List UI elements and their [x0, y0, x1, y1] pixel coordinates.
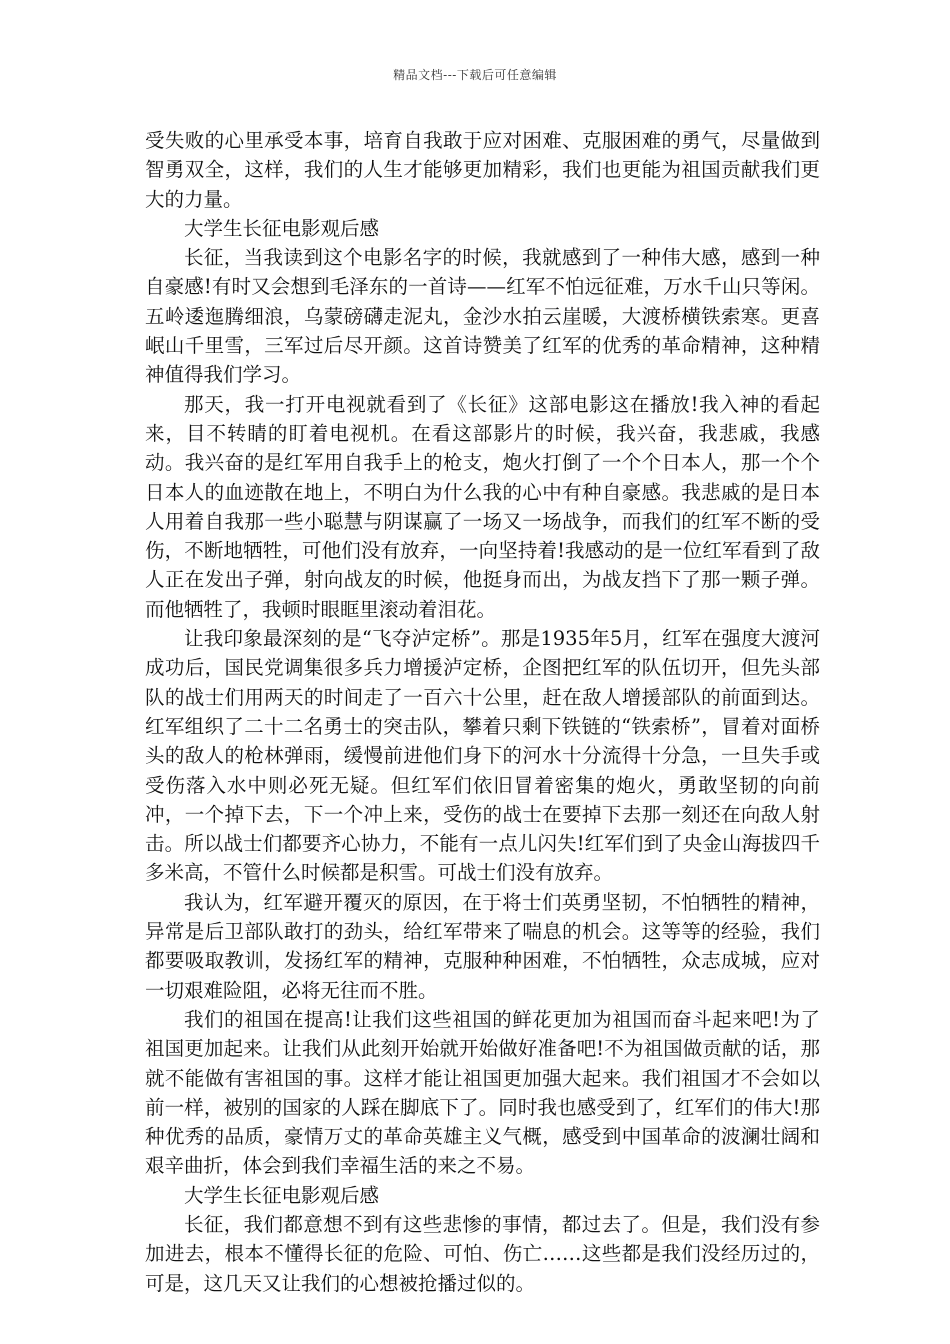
document-body	[145, 126, 820, 1298]
page-header: 精品文档---下载后可任意编辑	[393, 68, 557, 82]
paragraph: 我们的祖国在提高!让我们这些祖国的鲜花更加为祖国而奋斗起来吧!为了祖国更加起来。让我们从此刻开始就开始做好准备吧!不为祖国做贡献的话，那就不能做有害祖国的事。这样才能让祖国更加强大起来。我们祖国才不会如以前一样，被别的国家的人踩在脚底下了。同时我也感受到了，红军们的伟大!那种优秀的品质，豪情万丈的革命英雄主义气概，感受到中国革命的波澜壮阔和艰辛曲折，体会到我们幸福生活的来之不易。	[145, 1007, 820, 1178]
paragraph: 那天，我一打开电视就看到了《长征》这部电影这在播放!我入神的看起来，目不转睛的盯着电视机。在看这部影片的时候，我兴奋，我悲戚，我感动。我兴奋的是红军用自我手上的枪支，炮火打倒了一个个日本人，那一个个日本人的血迹散在地上，不明白为什么我的心中有种自豪感。我悲戚的是日本人用着自我那一些小聪慧与阴谋赢了一场又一场战争，而我们的红军不断的受伤，不断地牺牲，可他们没有放弃，一向坚持着!我感动的是一位红军看到了敌人正在发出子弹，射向战友的时候，他挺身而出，为战友挡下了那一颗子弹。而他牺牲了，我顿时眼眶里滚动着泪花。	[145, 392, 820, 621]
paragraph: 长征，当我读到这个电影名字的时候，我就感到了一种伟大感，感到一种自豪感!有时又会想到毛泽东的一首诗——红军不怕远征难，万水千山只等闲。五岭逶迤腾细浪，乌蒙磅礴走泥丸，金沙水拍云崖暖，大渡桥横铁索寒。更喜岷山千里雪，三军过后尽开颜。这首诗赞美了红军的优秀的革命精神，这种精神值得我们学习。	[145, 246, 820, 387]
paragraph-intro-continuation: 受失败的心里承受本事，培育自我敢于应对困难、克服困难的勇气，尽量做到智勇双全，这样，我们的人生才能够更加精彩，我们也更能为祖国贡献我们更大的力量。	[145, 129, 820, 211]
section-title: 大学生长征电影观后感	[184, 1183, 380, 1207]
paragraph: 让我印象最深刻的是“飞夺泸定桥”。那是1935年5月，红军在强度大渡河成功后，国民党调集很多兵力增援泸定桥，企图把红军的队伍切开，但先头部队的战士们用两天的时间走了一百六十公里，赶在敌人增援部队的前面到达。红军组织了二十二名勇士的突击队，攀着只剩下铁链的“铁索桥”，冒着对面桥头的敌人的枪林弹雨，缓慢前进他们身下的河水十分流得十分急，一旦失手或受伤落入水中则必死无疑。但红军们依旧冒着密集的炮火，勇敢坚韧的向前冲，一个掉下去，下一个冲上来，受伤的战士在要掉下去那一刻还在向敌人射击。所以战士们都要齐心协力，不能有一点儿闪失!红军们到了央金山海拔四千多米高，不管什么时候都是积雪。可战士们没有放弃。	[145, 627, 820, 885]
paragraph: 我认为，红军避开覆灭的原因，在于将士们英勇坚韧，不怕牺牲的精神，异常是后卫部队敢打的劲头，给红军带来了喘息的机会。这等等的经验，我们都要吸取教训，发扬红军的精神，克服种种困难，不怕牺牲，众志成城，应对一切艰难险阻，必将无往而不胜。	[145, 890, 820, 1002]
paragraph: 长征，我们都意想不到有这些悲惨的事情，都过去了。但是，我们没有参加进去，根本不懂得长征的危险、可怕、伤亡……这些都是我们没经历过的，可是，这几天又让我们的心想被抢播过似的。	[145, 1212, 820, 1295]
section-title: 大学生长征电影观后感	[184, 216, 380, 240]
